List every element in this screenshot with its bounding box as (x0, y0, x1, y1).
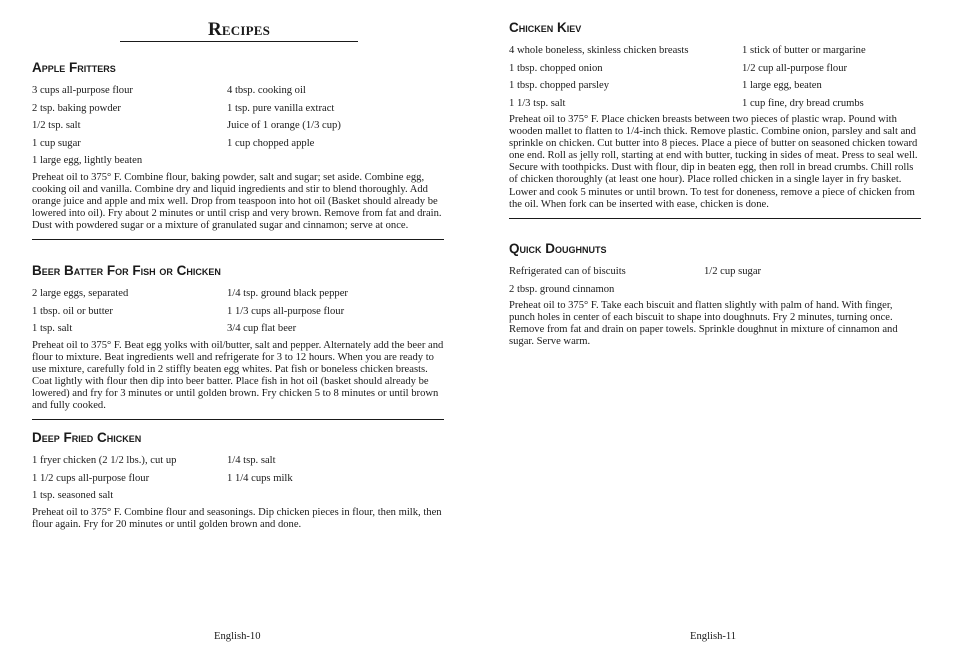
ingredient: 1 1/3 cups all-purpose flour (227, 305, 345, 317)
ingredient: 1 cup sugar (32, 137, 81, 149)
page-number: English-10 (214, 631, 261, 642)
ingredient-row (32, 303, 444, 321)
ingredient-row (509, 60, 921, 78)
ingredient-row (32, 100, 444, 118)
recipe-beer-batter (32, 263, 444, 420)
ingredient-row (32, 452, 444, 470)
ingredient: 3 cups all-purpose flour (32, 85, 133, 96)
ingredient-row (509, 281, 921, 299)
ingredient: 3/4 cup flat beer (227, 323, 297, 334)
recipe-chicken-kiev (509, 20, 921, 219)
ingredient-row (32, 82, 444, 100)
recipe-deep-fried-chicken (32, 430, 444, 531)
ingredient: 1/2 cup sugar (704, 266, 762, 277)
ingredient: 1/4 tsp. salt (227, 455, 276, 466)
recipe-directions: Preheat oil to 375° F. Combine flour, baking powder, salt and sugar; set aside. Combine egg, cooking oil and vanilla. Combine dry and liquid ingredients and stir to blend thoroughly. Add orange juice and apple and mix well. Drop from teaspoon into hot oil (Basket should already be lowered into oil). Fry about 2 minutes or until crisp and very brown. Remove from fat and drain. Dust with powdered sugar or a mixture of granulated sugar and cinnamon; serve at once. (32, 171, 442, 231)
left-page (32, 0, 444, 651)
ingredient-row (32, 152, 444, 170)
ingredient: 4 whole boneless, skinless chicken breasts (509, 45, 689, 56)
recipe-directions: Preheat oil to 375° F. Take each biscuit and flatten slightly with palm of hand. With finger, punch holes in center of each biscuit to shape into doughnuts. Fry 2 minutes, turning once. Remove from fat and drain on paper towels. Sprinkle doughnut in mixture of cinnamon and sugar. Serve warm. (509, 300, 898, 348)
ingredient-row (32, 470, 444, 488)
ingredient-row (509, 42, 921, 60)
ingredient-row (32, 285, 444, 303)
ingredient: 4 tbsp. cooking oil (227, 85, 306, 96)
ingredient: 1 1/4 cups milk (227, 472, 293, 484)
recipe-quick-doughnuts (509, 241, 921, 348)
ingredient-row (509, 77, 921, 95)
ingredient-row (32, 320, 444, 338)
ingredient: 2 tsp. baking powder (32, 102, 121, 114)
recipe-title: Quick Doughnuts (509, 241, 607, 256)
ingredient: 2 large eggs, separated (32, 288, 129, 299)
recipe-title: Deep Fried Chicken (32, 430, 142, 445)
recipe-directions: Preheat oil to 375° F. Place chicken breasts between two pieces of plastic wrap. Pound with wooden mallet to flatten to 1/4-inch thick. Remove plastic. Combine onion, parsley and salt and sprinkle on chicken. Cut butter into 8 pieces. Place a piece of butter on seasoned chicken toward one end. Roll as jelly roll, starting at end with butter, tucking in sides of meat. Press to seal well. Secure with toothpicks. Dust with flour, dip in beaten egg, then roll in bread crumbs. Chill rolls of chicken thoroughly (at least one hour). Place rolled chicken in a single layer in fry basket. Lower and cook 5 minutes or until brown. To test for doneness, remove a piece of chicken from the oil. When fork can be inserted with ease, chicken is done. (509, 114, 918, 210)
ingredient: 1 stick of butter or margarine (742, 45, 866, 56)
ingredient: 1 1/2 cups all-purpose flour (32, 472, 150, 484)
recipe-directions: Preheat oil to 375° F. Beat egg yolks with oil/butter, salt and pepper. Alternately add the beer and flour to mixture. Beat ingredients well and refrigerate for 3 to 12 hours. When you are ready to use mixture, carefully fold in 2 stiffly beaten egg whites. Pat fish or boneless chicken breasts. Coat lightly with flour then dip into beer batter. Place fish in hot oil (basket should already be lowered) and fry for 3 minutes or until golden brown. Fry chicken 5 to 8 minutes or until brown and fully cooked. (32, 339, 444, 411)
page-number: English-11 (690, 631, 737, 642)
recipe-title: Apple Fritters (32, 60, 116, 75)
ingredient: 1 cup chopped apple (227, 137, 315, 149)
ingredient: 1 tbsp. oil or butter (32, 305, 113, 317)
right-page (509, 0, 921, 651)
ingredient-row (509, 95, 921, 113)
ingredient-row (32, 117, 444, 135)
recipe-directions: Preheat oil to 375° F. Combine flour and seasonings. Dip chicken pieces in flour, then milk, then flour again. Fry for 20 minutes or until golden brown and done. (32, 506, 442, 530)
page-title: Recipes (120, 20, 358, 42)
ingredient: 1 tbsp. chopped onion (509, 62, 603, 74)
ingredient-row (32, 135, 444, 153)
ingredient: 1 large egg, lightly beaten (32, 155, 143, 166)
section-divider (509, 218, 921, 219)
ingredient-row (32, 487, 444, 505)
ingredient: 1/2 cup all-purpose flour (742, 62, 848, 74)
section-divider (32, 239, 444, 240)
ingredient: 1/4 tsp. ground black pepper (227, 288, 348, 299)
ingredient: 1 tsp. salt (32, 323, 73, 334)
ingredient: 1 1/3 tsp. salt (509, 97, 566, 109)
ingredient: 1 cup fine, dry bread crumbs (742, 97, 864, 109)
ingredient: 2 tbsp. ground cinnamon (509, 283, 615, 295)
ingredient: 1/2 tsp. salt (32, 120, 81, 131)
section-divider (32, 419, 444, 420)
ingredient: 1 large egg, beaten (742, 80, 822, 91)
ingredient: 1 tbsp. chopped parsley (509, 80, 610, 91)
ingredient-row (509, 263, 921, 281)
recipe-title: Beer Batter For Fish or Chicken (32, 263, 221, 278)
ingredient: 1 tsp. pure vanilla extract (227, 102, 335, 114)
ingredient: Juice of 1 orange (1/3 cup) (227, 120, 341, 131)
ingredient: 1 tsp. seasoned salt (32, 490, 114, 501)
recipe-title: Chicken Kiev (509, 20, 582, 35)
ingredient: 1 fryer chicken (2 1/2 lbs.), cut up (32, 455, 177, 466)
recipe-apple-fritters (32, 60, 444, 240)
ingredient: Refrigerated can of biscuits (509, 266, 626, 277)
